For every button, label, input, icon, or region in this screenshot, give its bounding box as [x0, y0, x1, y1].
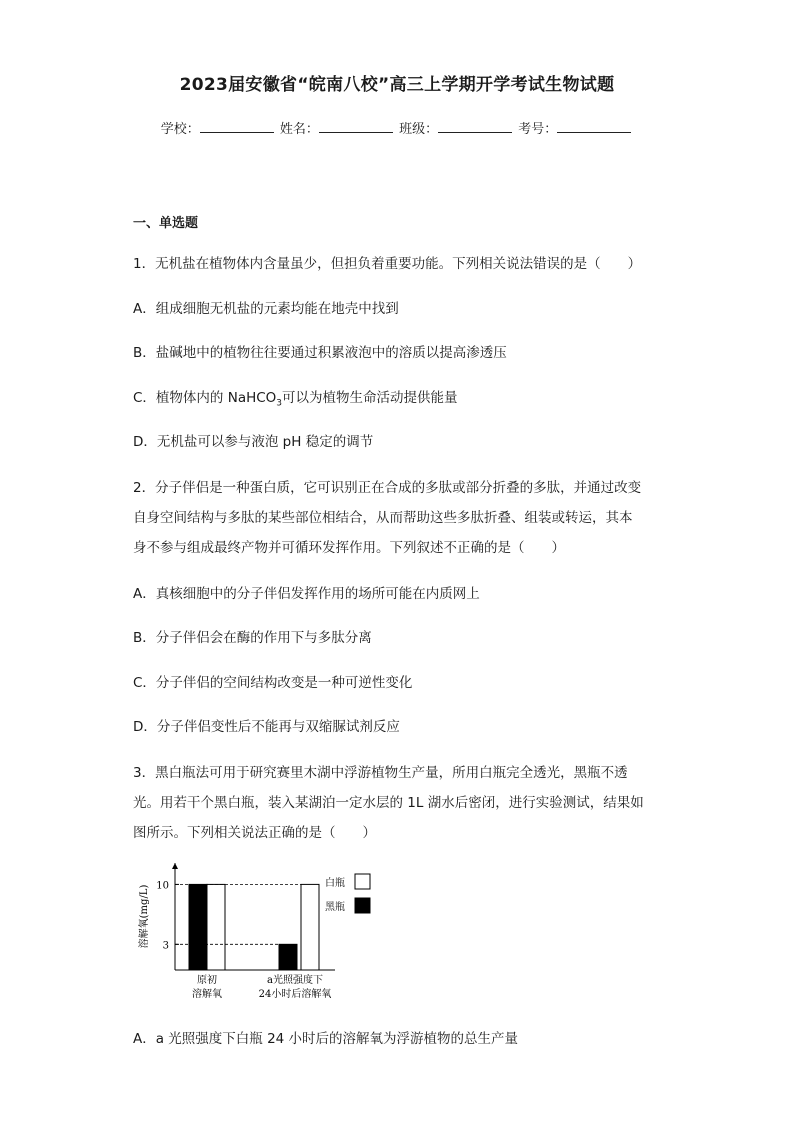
exam-number-blank[interactable]: [557, 120, 631, 133]
q1-option-c-post: 可以为植物生命活动提供能量: [282, 390, 458, 406]
y-axis-arrow: [172, 863, 178, 869]
y-tick-label: 3: [162, 940, 169, 952]
section-heading: 一、单选题: [133, 216, 199, 231]
legend-swatch: [355, 874, 370, 889]
student-info-row: [0, 118, 794, 137]
q2-stem-line1: 2．分子伴侣是一种蛋白质，它可识别正在合成的多肽或部分折叠的多肽，并通过改变: [133, 480, 642, 496]
y-axis-label: 溶解氧(mg/L): [139, 884, 150, 949]
name-blank[interactable]: [319, 120, 393, 133]
x-category-label-line2: 溶解氧: [192, 989, 222, 1000]
bar-white-24h: [301, 884, 319, 970]
legend-label: 黑瓶: [325, 902, 345, 913]
class-label: 班级：: [399, 122, 439, 137]
x-category-label-line1: 原初: [197, 975, 217, 986]
q3-option-a: A．a 光照强度下白瓶 24 小时后的溶解氧为浮游植物的总生产量: [133, 1031, 519, 1047]
exam-number-label: 考号：: [518, 122, 558, 137]
q2-option-b: B．分子伴侣会在酶的作用下与多肽分离: [133, 630, 372, 646]
school-blank[interactable]: [200, 120, 274, 133]
bar-black-initial: [189, 884, 207, 970]
q2-stem-line3: 身不参与组成最终产物并可循环发挥作用。下列叙述不正确的是（ ）: [133, 540, 565, 556]
bar-white-initial: [207, 884, 225, 970]
dissolved-oxygen-bar-chart: [133, 858, 393, 1008]
q1-option-a: A．组成细胞无机盐的元素均能在地壳中找到: [133, 301, 399, 317]
page-title: 2023届安徽省“皖南八校”高三上学期开学考试生物试题: [179, 75, 615, 95]
name-label: 姓名：: [279, 122, 319, 137]
q1-stem: 1．无机盐在植物体内含量虽少，但担负着重要功能。下列相关说法错误的是（ ）: [133, 256, 642, 272]
q2-option-d: D．分子伴侣变性后不能再与双缩脲试剂反应: [133, 719, 400, 735]
q3-stem-line3: 图所示。下列相关说法正确的是（ ）: [133, 825, 376, 841]
bar-black-24h: [279, 944, 297, 970]
q1-option-c-sub: 3: [276, 398, 283, 409]
q1-option-c-pre: C．植物体内的 NaHCO: [133, 390, 277, 406]
q3-stem-line1: 3．黑白瓶法可用于研究赛里木湖中浮游植物生产量，所用白瓶完全透光，黑瓶不透: [133, 765, 628, 781]
y-tick-label: 10: [156, 880, 169, 892]
q2-stem-line2: 自身空间结构与多肽的某些部位相结合，从而帮助这些多肽折叠、组装或转运，其本: [133, 510, 633, 526]
school-label: 学校：: [160, 122, 200, 137]
x-category-label-line2: 24小时后溶解氧: [258, 989, 332, 1000]
q2-option-a: A．真核细胞中的分子伴侣发挥作用的场所可能在内质网上: [133, 586, 480, 602]
q2-option-c: C．分子伴侣的空间结构改变是一种可逆性变化: [133, 675, 413, 691]
legend-label: 白瓶: [325, 878, 345, 889]
q1-option-b: B．盐碱地中的植物往往要通过积累液泡中的溶质以提高渗透压: [133, 345, 507, 361]
x-category-label-line1: a光照强度下: [267, 975, 323, 986]
legend-swatch: [355, 898, 370, 913]
q1-option-d: D．无机盐可以参与液泡 pH 稳定的调节: [133, 434, 374, 450]
class-blank[interactable]: [438, 120, 512, 133]
q3-stem-line2: 光。用若干个黑白瓶，装入某湖泊一定水层的 1L 湖水后密闭，进行实验测试，结果如: [133, 795, 644, 811]
q1-option-c: [133, 386, 458, 409]
